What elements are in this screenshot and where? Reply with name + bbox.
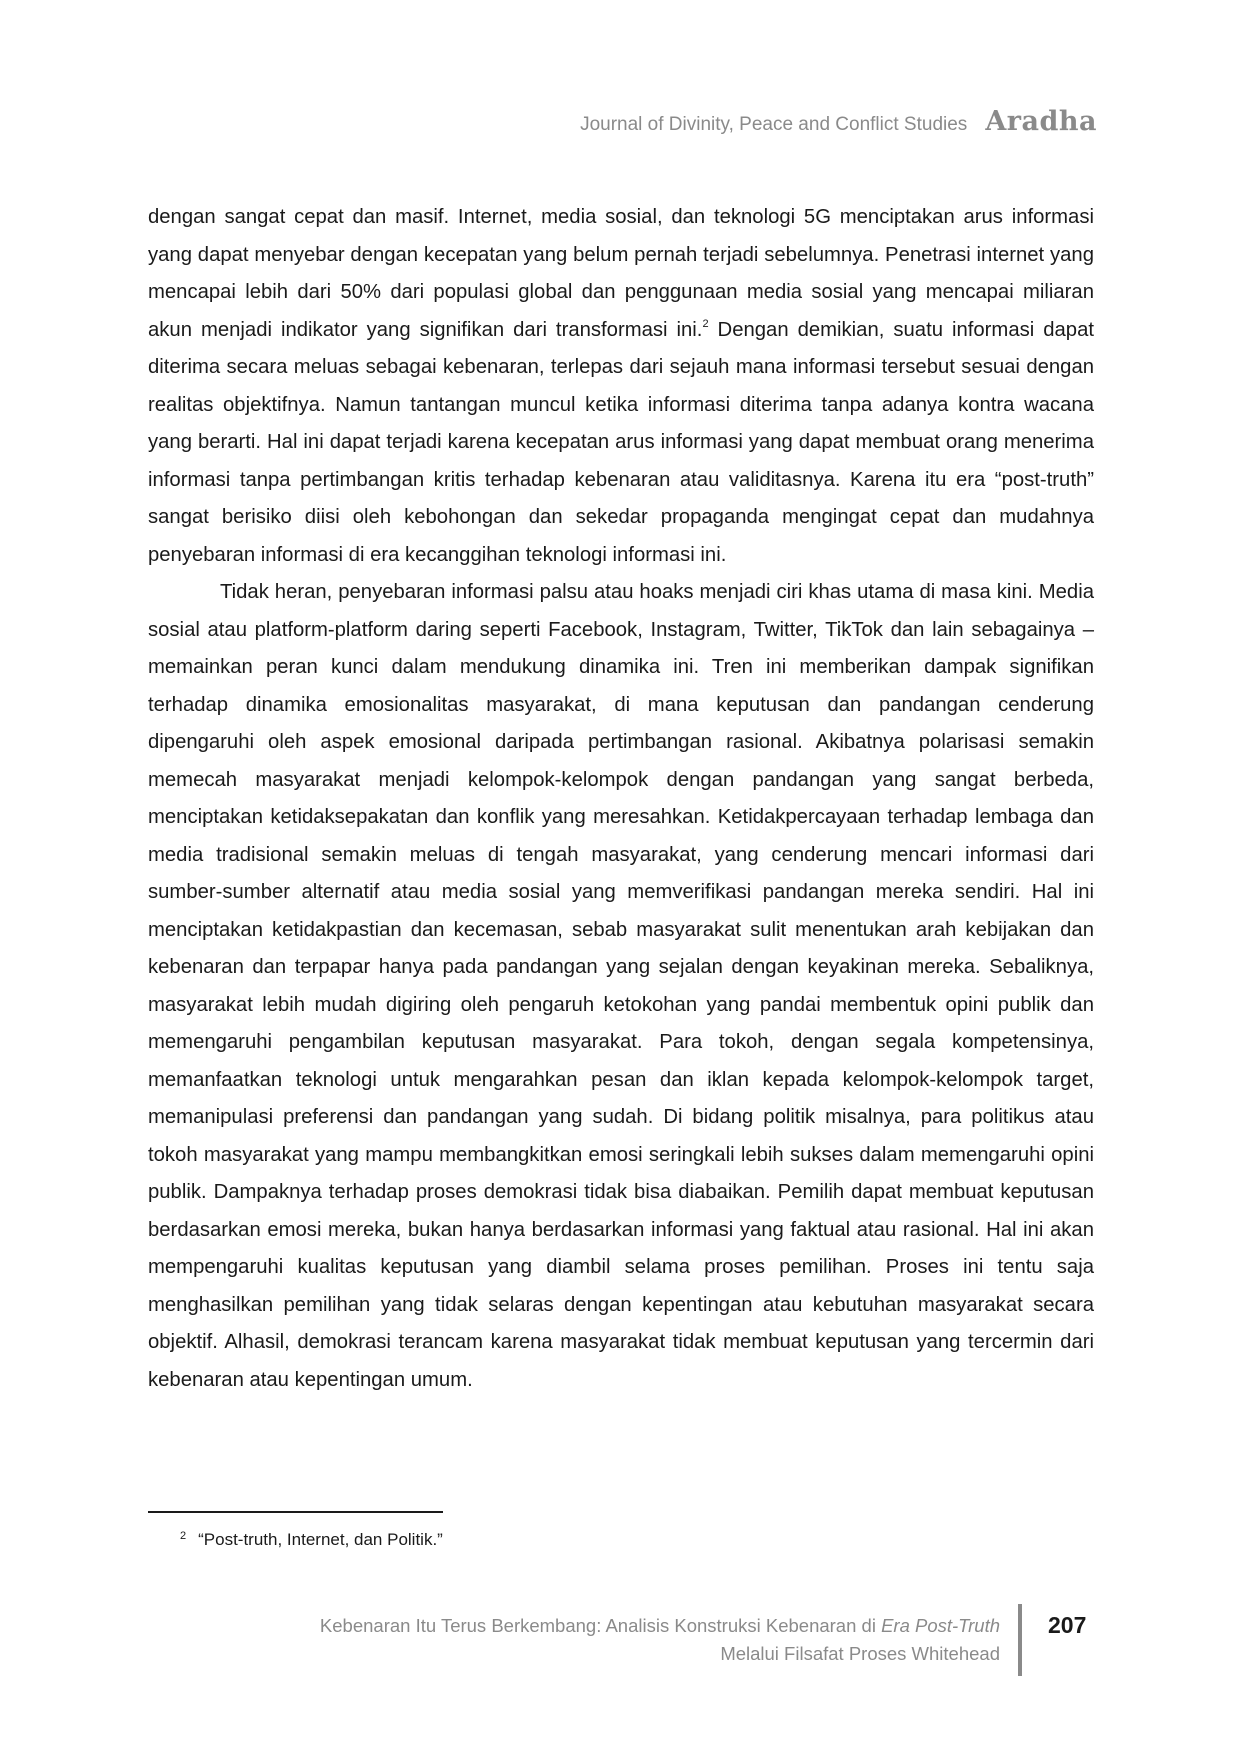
running-header	[580, 106, 1097, 137]
footer-divider-bar	[1018, 1604, 1022, 1676]
footnote-divider	[148, 1511, 443, 1513]
footnote	[180, 1530, 443, 1550]
footer-title-italic: Era Post-Truth	[881, 1615, 1000, 1636]
footer-title-line1	[320, 1612, 1000, 1640]
footnote-reference[interactable]: 2	[702, 317, 709, 330]
article-body	[148, 199, 1094, 1399]
journal-name: Journal of Divinity, Peace and Conflict Studies	[580, 114, 968, 135]
body-paragraph: Tidak heran, penyebaran informasi palsu atau hoaks menjadi ciri khas utama di masa kini. Media sosial atau platform-platform daring seperti Facebook, Instagram, Twitter, TikTok dan lain sebagainya – memainkan peran kunci dalam mendukung dinamika ini. Tren ini memberikan dampak signifikan terhadap dinamika emosionalitas masyarakat, di mana keputusan dan pandangan cenderung dipengaruhi oleh aspek emosional daripada pertimbangan rasional. Akibatnya polarisasi semakin memecah masyarakat menjadi kelompok-kelompok dengan pandangan yang sangat berbeda, menciptakan ketidaksepakatan dan konflik yang meresahkan. Ketidakpercayaan terhadap lembaga dan media tradisional semakin meluas di tengah masyarakat, yang cenderung mencari informasi dari sumber-sumber alternatif atau media sosial yang memverifikasi pandangan mereka sendiri. Hal ini menciptakan ketidakpastian dan kecemasan, sebab masyarakat sulit menentukan arah kebijakan dan kebenaran dan terpapar hanya pada pandangan yang sejalan dengan keyakinan mereka. Sebaliknya, masyarakat lebih mudah digiring oleh pengaruh ketokohan yang pandai membentuk opini publik dan memengaruhi pengambilan keputusan masyarakat. Para tokoh, dengan segala kompetensinya, memanfaatkan teknologi untuk mengarahkan pesan dan iklan kepada kelompok-kelompok target, memanipulasi preferensi dan pandangan yang sudah. Di bidang politik misalnya, para politikus atau tokoh masyarakat yang mampu membangkitkan emosi seringkali lebih sukses dalam memengaruhi opini publik. Dampaknya terhadap proses demokrasi tidak bisa diabaikan. Pemilih dapat membuat keputusan berdasarkan emosi mereka, bukan hanya berdasarkan informasi yang faktual atau rasional. Hal ini akan mempengaruhi kualitas keputusan yang diambil selama proses pemilihan. Proses ini tentu saja menghasilkan pemilihan yang tidak selaras dengan kepentingan atau kebutuhan masyarakat secara objektif. Alhasil, demokrasi terancam karena masyarakat tidak membuat keputusan yang tercermin dari kebenaran atau kepentingan umum.	[148, 581, 1094, 1391]
paragraph-text: Dengan demikian, suatu informasi dapat diterima secara meluas sebagai kebenaran, terlepas dari sejauh mana informasi tersebut sesuai dengan realitas objektifnya. Namun tantangan muncul ketika informasi diterima tanpa adanya kontra wacana yang berarti. Hal ini dapat terjadi karena kecepatan arus informasi yang dapat membuat orang menerima informasi tanpa pertimbangan kritis terhadap kebenaran atau validitasnya. Karena itu era “post-truth” sangat berisiko diisi oleh kebohongan dan sekedar propaganda mengingat cepat dan mudahnya penyebaran informasi di era kecanggihan teknologi informasi ini.	[148, 318, 1094, 566]
footer-title-text: Kebenaran Itu Terus Berkembang: Analisis Konstruksi Kebenaran di	[319, 1615, 882, 1636]
footnote-number: 2	[180, 1530, 187, 1542]
footer-title-line2: Melalui Filsafat Proses Whitehead	[720, 1643, 1000, 1664]
paragraph-text: dengan sangat cepat dan masif. Internet, media sosial, dan teknologi 5G menciptakan arus informasi yang dapat menyebar dengan kecepatan yang belum pernah terjadi sebelumnya. Penetrasi internet yang mencapai lebih dari 50% dari populasi global dan penggunaan media sosial yang mencapai miliaran akun menjadi indikator yang signifikan dari transformasi ini.	[148, 206, 1094, 341]
page-number: 207	[1048, 1612, 1087, 1638]
running-footer	[320, 1612, 1000, 1668]
body-paragraph	[148, 199, 1094, 574]
footnote-text: “Post-truth, Internet, dan Politik.”	[198, 1530, 443, 1549]
journal-logo: Aradha	[985, 106, 1097, 137]
